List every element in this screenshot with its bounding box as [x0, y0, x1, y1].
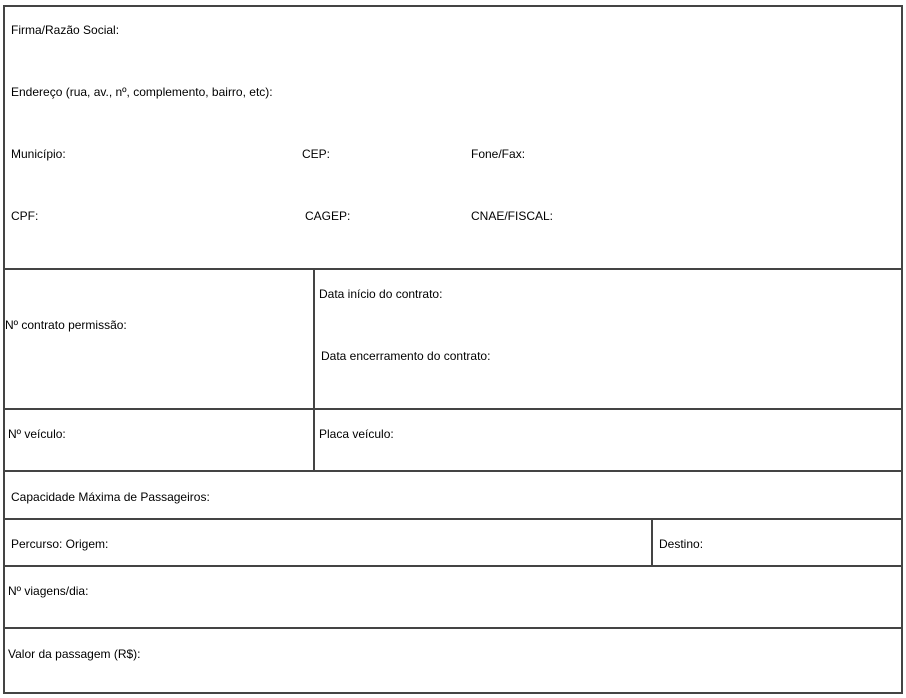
- divider-capacity: [3, 518, 903, 520]
- divider-vehicle: [3, 470, 903, 472]
- border-left: [3, 5, 5, 694]
- divider-contract: [3, 408, 903, 410]
- capacidade-label: Capacidade Máxima de Passageiros:: [11, 490, 210, 504]
- cnae-label: CNAE/FISCAL:: [471, 209, 554, 223]
- placa-label: Placa veículo:: [319, 427, 394, 441]
- cep-label: CEP:: [302, 147, 331, 161]
- cpf-label: CPF:: [11, 209, 39, 223]
- cagep-label: CAGEP:: [305, 209, 351, 223]
- veiculo-label: Nº veículo:: [8, 427, 66, 441]
- divider-route-vertical: [651, 518, 653, 567]
- divider-company: [3, 268, 903, 270]
- destino-label: Destino:: [659, 537, 704, 551]
- divider-route: [3, 565, 903, 567]
- data-encerramento-label: Data encerramento do contrato:: [321, 349, 491, 363]
- data-inicio-label: Data início do contrato:: [319, 287, 443, 301]
- municipio-label: Município:: [11, 147, 66, 161]
- valor-label: Valor da passagem (R$):: [8, 647, 141, 661]
- fone-label: Fone/Fax:: [471, 147, 526, 161]
- permit-form: [3, 5, 903, 694]
- viagens-label: Nº viagens/dia:: [8, 584, 89, 598]
- endereco-label: Endereço (rua, av., nº, complemento, bairro, etc):: [11, 85, 273, 99]
- origem-label: Percurso: Origem:: [11, 537, 109, 551]
- divider-contract-vertical: [313, 268, 315, 472]
- border-top: [3, 5, 903, 7]
- divider-viagens: [3, 627, 903, 629]
- firma-label: Firma/Razão Social:: [11, 23, 120, 37]
- contrato-label: Nº contrato permissão:: [5, 318, 127, 332]
- border-right: [901, 5, 903, 694]
- border-bottom: [3, 692, 903, 694]
